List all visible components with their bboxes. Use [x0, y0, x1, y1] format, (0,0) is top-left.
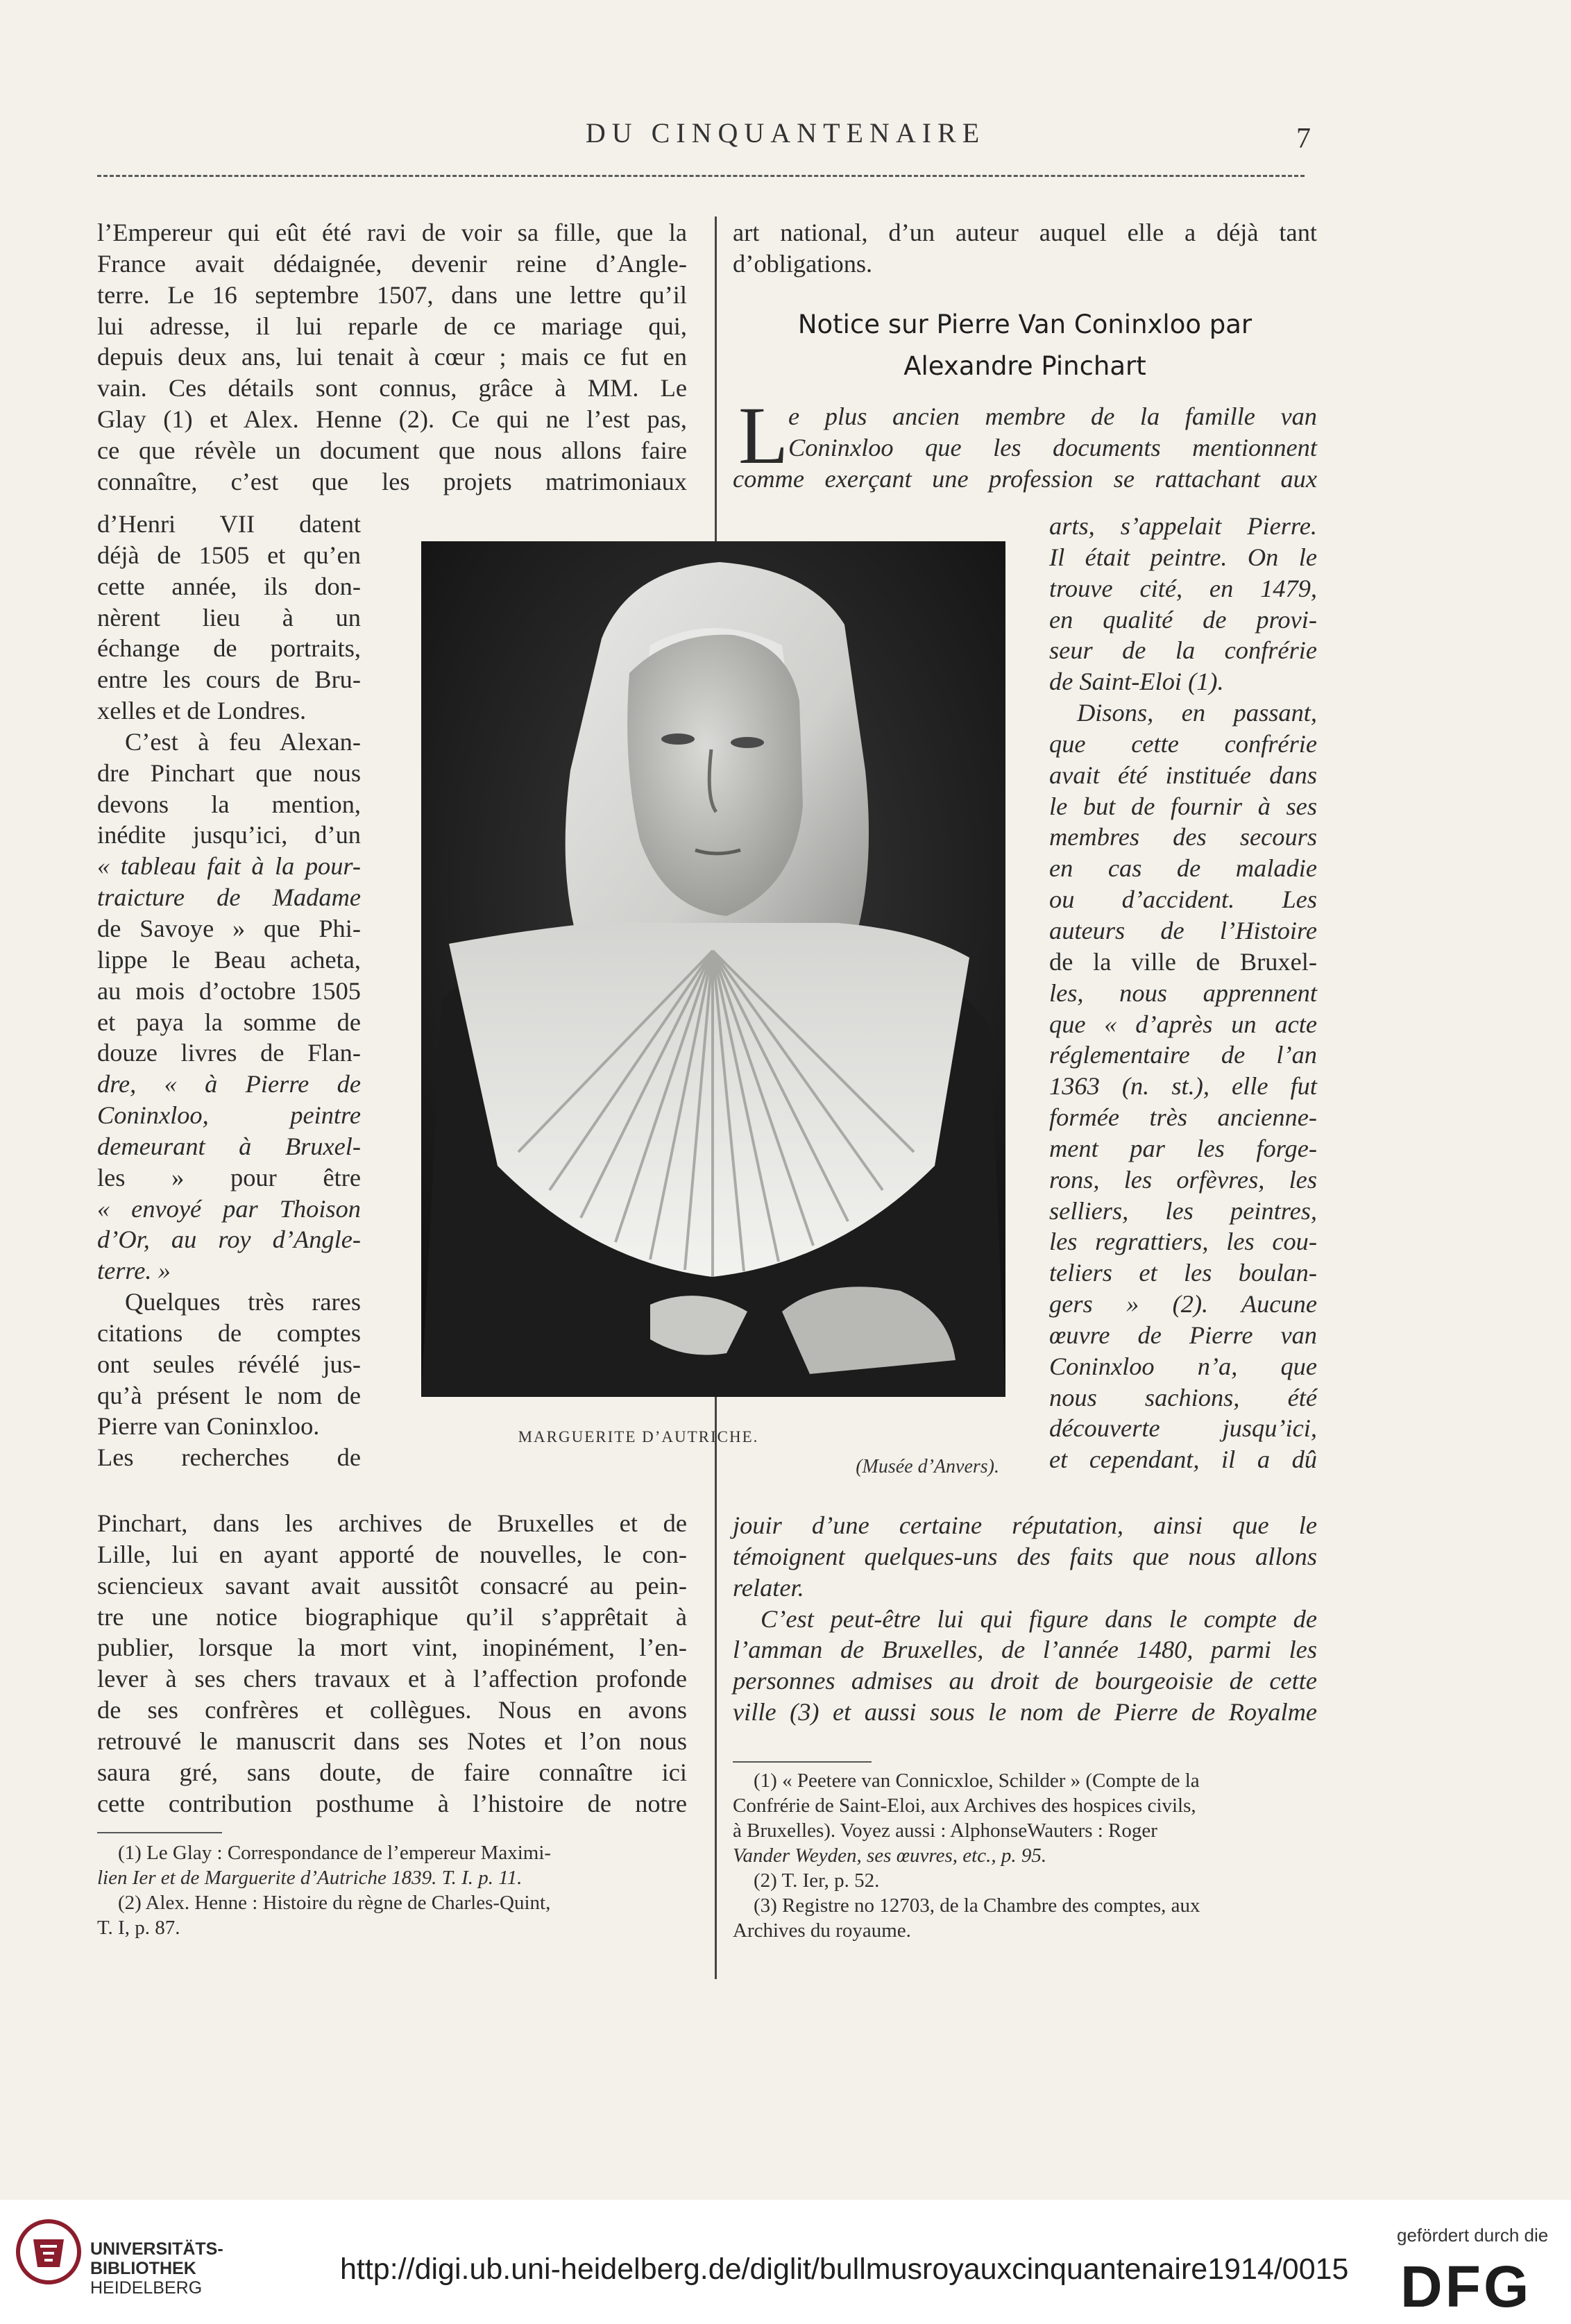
- source-url-link[interactable]: http://digi.ub.uni-heidelberg.de/diglit/bullmusroyauxcinquantenaire1914/0015: [340, 2253, 1349, 2286]
- text-line: Coninxloo que les documents mentionnent: [788, 433, 1317, 461]
- text-line: ce que révèle un document que nous allons faire: [97, 436, 687, 464]
- text-line: que « d’après un acte: [1049, 1010, 1317, 1038]
- notice-heading-line: Alexandre Pinchart: [903, 351, 1146, 381]
- text-line: ment par les forge-: [1049, 1134, 1317, 1162]
- text-line: sciencieux savant avait aussitôt consacré au pein-: [97, 1571, 687, 1600]
- text-line: art national, d’un auteur auquel elle a déjà tant: [733, 219, 1317, 246]
- text-line: auteurs de l’Histoire: [1049, 916, 1317, 944]
- text-line: les, nous apprennent: [1049, 978, 1317, 1007]
- text-line: tre une notice biographique qu’il s’apprêtait à: [97, 1602, 687, 1631]
- text-line: d’Or, au roy d’Angle-: [97, 1225, 361, 1254]
- text-line: C’est à feu Alexan-: [125, 727, 361, 756]
- drop-cap: L: [738, 390, 789, 481]
- right-column-intro-text: [733, 217, 1317, 280]
- header-rule: [97, 175, 1305, 177]
- text-line: avait été instituée dans: [1049, 761, 1317, 789]
- text-line: Glay (1) et Alex. Henne (2). Ce qui ne l’est pas,: [97, 405, 687, 434]
- text-line: l’Empereur qui eût été ravi de voir sa fille, que la: [97, 219, 687, 246]
- left-footnotes: [97, 1840, 680, 1940]
- text-line: dre, « à Pierre de: [97, 1070, 361, 1099]
- left-column-narrow-text: [97, 509, 361, 1473]
- text-line: qu’à présent le nom de: [97, 1381, 361, 1409]
- text-line: France avait dédaignée, devenir reine d’Angle-: [97, 249, 687, 278]
- footnote-line: Confrérie de Saint-Eloi, aux Archives des hospices civils,: [733, 1795, 1196, 1817]
- text-line: de Saint-Eloi (1).: [1049, 668, 1224, 696]
- text-line: xelles et de Londres.: [97, 697, 307, 725]
- text-line: Coninxloo, peintre: [97, 1101, 361, 1130]
- text-line: Pierre van Coninxloo.: [97, 1412, 320, 1441]
- text-line: déjà de 1505 et qu’en: [97, 541, 361, 569]
- text-line: lippe le Beau acheta,: [97, 945, 361, 974]
- text-line: relater.: [733, 1573, 804, 1602]
- footnote-line: Archives du royaume.: [733, 1919, 911, 1942]
- footnote-rule: [733, 1761, 872, 1763]
- portrait-image: [421, 541, 1005, 1397]
- university-library-name: [90, 2239, 223, 2298]
- text-line: jouir d’une certaine réputation, ainsi que le: [733, 1511, 1317, 1539]
- text-line: réglementaire de l’an: [1049, 1041, 1317, 1069]
- text-line: et paya la somme de: [97, 1008, 361, 1036]
- text-line: Disons, en passant,: [1077, 699, 1317, 727]
- footnote-rule: [97, 1832, 222, 1833]
- text-line: en cas de maladie: [1049, 854, 1317, 883]
- text-line: traicture de Madame: [97, 883, 361, 912]
- text-line: lever à ses chers travaux et à l’affection profonde: [97, 1665, 687, 1693]
- text-line: depuis deux ans, lui tenait à cœur ; mais ce fut en: [97, 343, 687, 371]
- text-line: œuvre de Pierre van: [1049, 1321, 1317, 1349]
- text-line: cette année, ils don-: [97, 572, 361, 600]
- footnote-line: à Bruxelles). Voyez aussi : AlphonseWauters : Roger: [733, 1820, 1157, 1842]
- text-line: terre. »: [97, 1257, 171, 1285]
- text-line: de ses confrères et collègues. Nous en avons: [97, 1696, 687, 1724]
- footnote-line: T. I, p. 87.: [97, 1917, 180, 1939]
- text-line: que cette confrérie: [1049, 729, 1317, 758]
- text-line: personnes admises au droit de bourgeoisie de cette: [733, 1667, 1317, 1695]
- text-line: cette contribution posthume à l’histoire de notre: [97, 1789, 687, 1817]
- text-line: seur de la confrérie: [1049, 636, 1317, 665]
- text-line: ville (3) et aussi sous le nom de Pierre de Royalme: [733, 1698, 1317, 1727]
- text-line: C’est peut-être lui qui figure dans le compte de: [761, 1604, 1317, 1633]
- footnote-line: (1) Le Glay : Correspondance de l’empereur Maximi-: [118, 1842, 552, 1864]
- institution-line: BIBLIOTHEK: [90, 2259, 196, 2278]
- text-line: formée très ancienne-: [1049, 1103, 1317, 1132]
- text-line: e plus ancien membre de la famille van: [788, 402, 1317, 430]
- text-line: devons la mention,: [97, 790, 361, 818]
- text-line: « envoyé par Thoison: [97, 1194, 361, 1223]
- portrait-photograph: [421, 541, 1005, 1397]
- text-line: rons, les orfèvres, les: [1049, 1165, 1317, 1194]
- text-line: Les recherches de: [97, 1443, 361, 1472]
- text-line: ont seules révélé jus-: [97, 1350, 361, 1378]
- notice-heading-line: Notice sur Pierre Van Coninxloo par: [797, 309, 1252, 339]
- text-line: échange de portraits,: [97, 634, 361, 663]
- right-footnotes: [733, 1768, 1317, 1943]
- text-line: saura gré, sans doute, de faire connaître ici: [97, 1758, 687, 1786]
- text-line: trouve cité, en 1479,: [1049, 574, 1317, 602]
- notice-heading: [733, 304, 1317, 387]
- footnote-line: (3) Registre no 12703, de la Chambre des comptes, aux: [754, 1894, 1200, 1917]
- text-line: entre les cours de Bru-: [97, 665, 361, 694]
- text-line: nous sachions, été: [1049, 1383, 1317, 1411]
- text-line: terre. Le 16 septembre 1507, dans une lettre qu’il: [97, 280, 687, 309]
- text-line: douze livres de Flan-: [97, 1039, 361, 1067]
- right-column-bottom-text: [715, 1510, 1317, 1728]
- text-line: les regrattiers, les cou-: [1049, 1228, 1317, 1256]
- text-line: selliers, les peintres,: [1049, 1196, 1317, 1225]
- footnote-line: (1) « Peetere van Connicxloe, Schilder » (Compte de la: [754, 1770, 1200, 1792]
- text-line: teliers et les boulan-: [1049, 1259, 1317, 1287]
- text-line: dre Pinchart que nous: [97, 758, 361, 787]
- institution-line: HEIDELBERG: [90, 2278, 203, 2298]
- text-line: découverte jusqu’ici,: [1049, 1414, 1317, 1443]
- text-line: nèrent lieu à un: [97, 603, 361, 631]
- text-line: vain. Ces détails sont connus, grâce à MM. Le: [97, 374, 687, 402]
- footnote-line: lien Ier et de Marguerite d’Autriche 1839. T. I. p. 11.: [97, 1867, 523, 1889]
- text-line: inédite jusqu’ici, d’un: [97, 821, 361, 849]
- text-line: gers » (2). Aucune: [1049, 1290, 1317, 1318]
- text-line: l’amman de Bruxelles, de l’année 1480, parmi les: [733, 1636, 1317, 1664]
- text-line: « tableau fait à la pour-: [97, 852, 361, 881]
- text-line: Pinchart, dans les archives de Bruxelles et de: [97, 1509, 687, 1537]
- text-line: et cependant, il a dû: [1049, 1445, 1317, 1474]
- text-line: au mois d’octobre 1505: [97, 976, 361, 1005]
- figure-source: (Musée d’Anvers).: [856, 1456, 999, 1477]
- dfg-logo: DFG: [1400, 2254, 1532, 2319]
- page-number: 7: [1296, 123, 1311, 155]
- text-line: en qualité de provi-: [1049, 605, 1317, 634]
- text-line: les » pour être: [97, 1163, 361, 1191]
- funding-label: gefördert durch die: [1397, 2225, 1549, 2246]
- text-line: de la ville de Bruxel-: [1049, 947, 1317, 976]
- text-line: membres des secours: [1049, 823, 1317, 851]
- text-line: d’Henri VII datent: [97, 510, 361, 538]
- notice-opening-text: [733, 390, 1317, 495]
- text-line: de Savoye » que Phi-: [97, 914, 361, 942]
- text-line: Lille, lui en ayant apporté de nouvelles, le con-: [97, 1540, 687, 1568]
- right-column-narrow-text: [1049, 511, 1317, 1475]
- footnote-line: (2) T. Ier, p. 52.: [754, 1869, 880, 1892]
- text-line: le but de fournir à ses: [1049, 792, 1317, 820]
- text-line: d’obligations.: [733, 249, 873, 278]
- left-column-top-text: [97, 217, 687, 498]
- running-head: DU CINQUANTENAIRE: [585, 117, 986, 149]
- text-line: retrouvé le manuscrit dans ses Notes et l’on nous: [97, 1727, 687, 1755]
- institution-line: UNIVERSITÄTS-: [90, 2239, 223, 2259]
- text-line: 1363 (n. st.), elle fut: [1049, 1072, 1317, 1101]
- text-line: Coninxloo n’a, que: [1049, 1352, 1317, 1380]
- text-line: témoignent quelques-uns des faits que nous allons: [733, 1542, 1317, 1570]
- footnote-line: Vander Weyden, ses œuvres, etc., p. 95.: [733, 1844, 1047, 1867]
- text-line: demeurant à Bruxel-: [97, 1132, 361, 1160]
- footnote-line: (2) Alex. Henne : Histoire du règne de Charles-Quint,: [118, 1892, 551, 1914]
- text-line: comme exerçant une profession se rattachant aux: [733, 464, 1317, 493]
- figure-caption: MARGUERITE D’AUTRICHE.: [518, 1428, 759, 1445]
- text-line: Il était peintre. On le: [1049, 543, 1317, 571]
- university-seal-icon: [15, 2219, 82, 2289]
- text-line: citations de comptes: [97, 1318, 361, 1347]
- text-line: connaître, c’est que les projets matrimoniaux: [97, 467, 687, 495]
- text-line: arts, s’appelait Pierre.: [1049, 512, 1317, 540]
- left-column-bottom-text: [97, 1508, 687, 1819]
- text-line: lui adresse, il lui reparle de ce mariage qui,: [97, 312, 687, 340]
- text-line: ou d’accident. Les: [1049, 885, 1317, 914]
- text-line: Quelques très rares: [125, 1288, 361, 1316]
- text-line: publier, lorsque la mort vint, inopinément, l’en-: [97, 1634, 687, 1662]
